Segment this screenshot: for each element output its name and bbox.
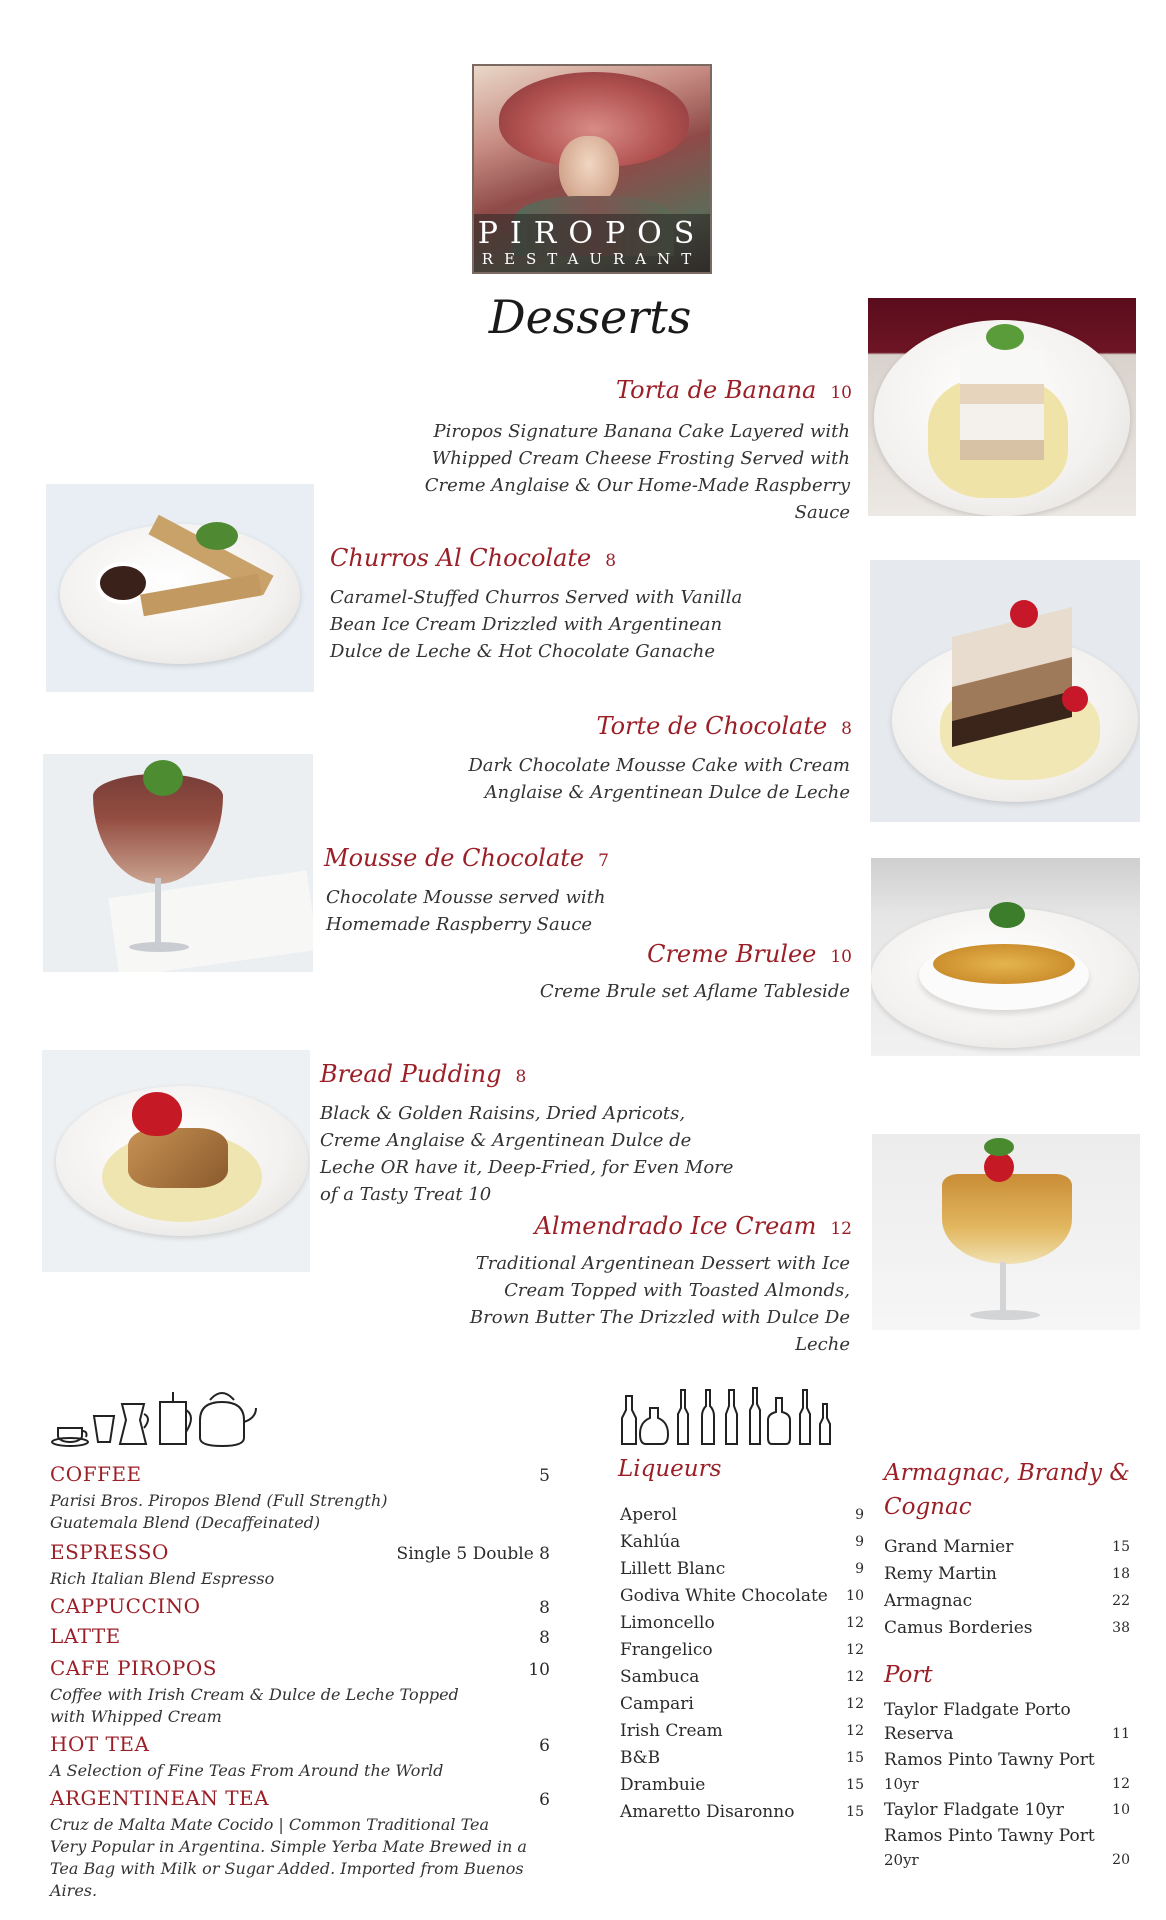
dessert-name-mousse: Mousse de Chocolate 7 (324, 844, 609, 872)
dessert-desc-torta-de-banana: Piropos Signature Banana Cake Layered with Whipped Cream Cheese Frosting Served with Creme Anglaise & Our Home-Made Raspberry Sauce (424, 421, 850, 523)
dessert-desc-churros: Caramel-Stuffed Churros Served with Vanilla Bean Ice Cream Drizzled with Argentinean Dulce de Leche & Hot Chocolate Ganache (330, 587, 743, 662)
dessert-name-creme-brulee: Creme Brulee 10 (647, 940, 852, 968)
list-item: Limoncello 12 (620, 1613, 864, 1633)
hot-tea-item-price: 6 (539, 1736, 550, 1756)
cafe-piropos-item-desc: Coffee with Irish Cream & Dulce de Leche Topped with Whipped Cream (50, 1685, 459, 1726)
dessert-desc-bread-pudding: Black & Golden Raisins, Dried Apricots, Creme Anglaise & Argentinean Dulce de Leche OR have it, Deep-Fried, for Even More of a Tasty Treat 10 (320, 1103, 734, 1205)
espresso-item-desc: Rich Italian Blend Espresso (50, 1569, 275, 1588)
list-item: Taylor Fladgate 10yr 10 (884, 1800, 1130, 1820)
port-heading: Port (884, 1662, 933, 1688)
list-item: Grand Marnier 15 (884, 1537, 1130, 1557)
argentinean-tea-item-desc: Cruz de Malta Mate Cocido | Common Traditional Tea Very Popular in Argentina. Simple Yerba Mate Brewed in a Tea Bag with Milk or Sugar Added. Imported from Buenos Aires. (50, 1815, 527, 1900)
list-item: Amaretto Disaronno 15 (620, 1802, 864, 1822)
dessert-desc-creme-brulee: Creme Brule set Aflame Tableside (539, 981, 850, 1002)
list-item: Camus Borderies 38 (884, 1618, 1130, 1638)
photo-torta-de-banana (868, 298, 1136, 516)
dessert-desc-mousse: Chocolate Mousse served with Homemade Raspberry Sauce (326, 887, 606, 935)
photo-torte-de-chocolate (870, 560, 1140, 822)
list-item: B&B 15 (620, 1748, 864, 1768)
photo-almendrado (872, 1134, 1140, 1330)
list-item: Armagnac 22 (884, 1591, 1130, 1611)
list-item: Kahlúa 9 (620, 1532, 864, 1552)
logo-brand-sub: RESTAURANT (481, 250, 703, 268)
dessert-name-almendrado: Almendrado Ice Cream 12 (534, 1212, 852, 1240)
list-item: Lillett Blanc 9 (620, 1559, 864, 1579)
restaurant-logo (472, 64, 712, 274)
port-list (884, 1698, 1130, 1874)
cafe-piropos-item-name: CAFE PIROPOS (50, 1656, 217, 1680)
brandy-heading-line2: Cognac (884, 1494, 972, 1520)
coffee-item-price: 5 (539, 1466, 550, 1486)
list-item: Taylor Fladgate Porto Reserva 11 (884, 1700, 1130, 1744)
page-title: Desserts (488, 290, 692, 344)
coffee-item-name: COFFEE (50, 1462, 142, 1486)
logo-brand-name: PIROPOS (477, 216, 707, 251)
dessert-name-churros: Churros Al Chocolate 8 (330, 544, 617, 572)
list-item: Campari 12 (620, 1694, 864, 1714)
espresso-item-price: Single 5 Double 8 (396, 1544, 550, 1564)
argentinean-tea-item-name: ARGENTINEAN TEA (50, 1786, 270, 1810)
hot-tea-item-name: HOT TEA (50, 1732, 150, 1756)
photo-churros (46, 484, 314, 692)
list-item: Drambuie 15 (620, 1775, 864, 1795)
list-item: Irish Cream 12 (620, 1721, 864, 1741)
latte-item-name: LATTE (50, 1624, 121, 1648)
cappuccino-item-price: 8 (539, 1598, 550, 1618)
brandy-list (884, 1534, 1130, 1642)
list-item: Ramos Pinto Tawny Port 20yr 20 (884, 1826, 1130, 1869)
list-item: Godiva White Chocolate 10 (620, 1586, 864, 1606)
espresso-item-name: ESPRESSO (50, 1540, 169, 1564)
cafe-piropos-item-price: 10 (528, 1660, 550, 1680)
dessert-desc-torte-de-chocolate: Dark Chocolate Mousse Cake with Cream Anglaise & Argentinean Dulce de Leche (468, 755, 850, 803)
liquor-bottles-icon (616, 1384, 836, 1448)
brandy-heading (884, 1456, 1130, 1524)
argentinean-tea-item-price: 6 (539, 1790, 550, 1810)
photo-bread-pudding (42, 1050, 310, 1272)
coffee-pots-icon (50, 1386, 260, 1450)
list-item: Remy Martin 18 (884, 1564, 1130, 1584)
photo-creme-brulee (871, 858, 1140, 1056)
dessert-name-torte-de-chocolate: Torte de Chocolate 8 (596, 712, 852, 740)
liqueurs-list (620, 1502, 864, 1826)
dessert-name-bread-pudding: Bread Pudding 8 (320, 1060, 527, 1088)
list-item: Frangelico 12 (620, 1640, 864, 1660)
brandy-heading-line1: Armagnac, Brandy & (884, 1460, 1130, 1486)
cappuccino-item-name: CAPPUCCINO (50, 1594, 201, 1618)
liqueurs-heading: Liqueurs (618, 1456, 722, 1482)
list-item: Sambuca 12 (620, 1667, 864, 1687)
coffee-item-desc: Parisi Bros. Piropos Blend (Full Strength) Guatemala Blend (Decaffeinated) (50, 1491, 388, 1532)
dessert-name-torta-de-banana: Torta de Banana 10 (616, 376, 852, 404)
dessert-desc-almendrado: Traditional Argentinean Dessert with Ice Cream Topped with Toasted Almonds, Brown Butter The Drizzled with Dulce De Leche (469, 1253, 850, 1355)
list-item: Ramos Pinto Tawny Port 10yr 12 (884, 1750, 1130, 1793)
latte-item-price: 8 (539, 1628, 550, 1648)
list-item: Aperol 9 (620, 1505, 864, 1525)
hot-tea-item-desc: A Selection of Fine Teas From Around the World (50, 1761, 444, 1780)
photo-mousse-de-chocolate (43, 754, 313, 972)
